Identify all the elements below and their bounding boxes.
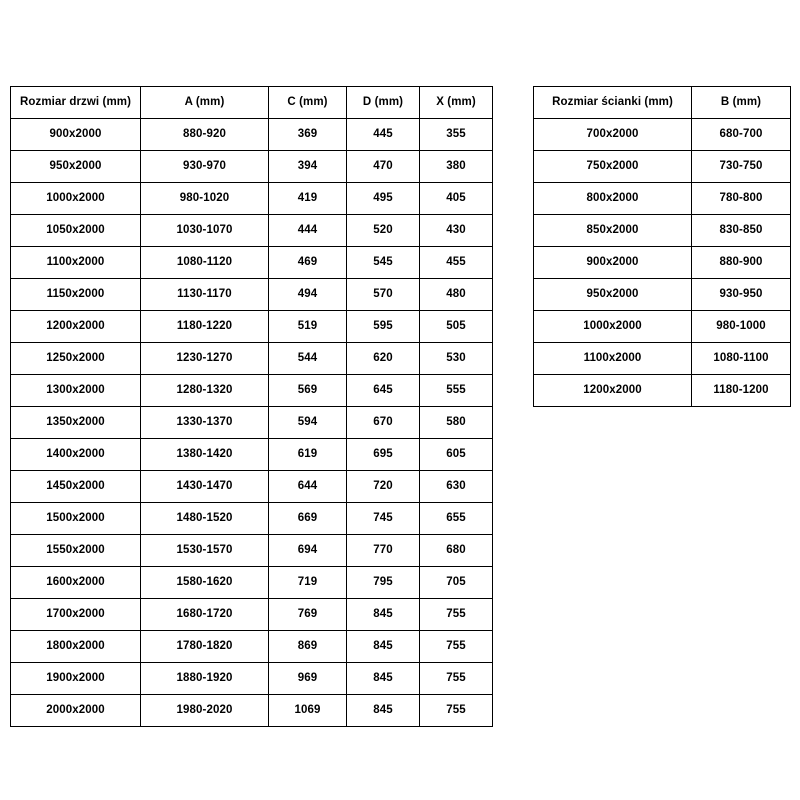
cell-x: 355 <box>420 119 493 151</box>
cell-c: 669 <box>269 503 347 535</box>
cell-a: 1230-1270 <box>141 343 269 375</box>
cell-d: 845 <box>347 599 420 631</box>
cell-door-size: 1300x2000 <box>11 375 141 407</box>
cell-door-size: 1200x2000 <box>11 311 141 343</box>
cell-door-size: 1450x2000 <box>11 471 141 503</box>
cell-d: 645 <box>347 375 420 407</box>
column-header-c: C (mm) <box>269 87 347 119</box>
cell-d: 445 <box>347 119 420 151</box>
cell-x: 480 <box>420 279 493 311</box>
table-row <box>11 247 493 279</box>
cell-d: 795 <box>347 567 420 599</box>
table-row <box>11 439 493 471</box>
table-row <box>11 119 493 151</box>
cell-door-size: 1150x2000 <box>11 279 141 311</box>
cell-d: 745 <box>347 503 420 535</box>
cell-c: 769 <box>269 599 347 631</box>
cell-door-size: 1050x2000 <box>11 215 141 247</box>
cell-d: 520 <box>347 215 420 247</box>
cell-x: 705 <box>420 567 493 599</box>
table-row <box>11 567 493 599</box>
cell-x: 380 <box>420 151 493 183</box>
column-header-d: D (mm) <box>347 87 420 119</box>
table-row <box>11 311 493 343</box>
cell-a: 1030-1070 <box>141 215 269 247</box>
cell-d: 770 <box>347 535 420 567</box>
cell-x: 505 <box>420 311 493 343</box>
doors-table-body <box>11 119 493 727</box>
cell-a: 1330-1370 <box>141 407 269 439</box>
cell-a: 1530-1570 <box>141 535 269 567</box>
cell-b: 1180-1200 <box>692 375 791 407</box>
table-row <box>534 151 791 183</box>
cell-d: 470 <box>347 151 420 183</box>
table-row <box>11 279 493 311</box>
table-row <box>11 535 493 567</box>
cell-x: 755 <box>420 663 493 695</box>
cell-b: 930-950 <box>692 279 791 311</box>
cell-c: 419 <box>269 183 347 215</box>
table-row <box>534 215 791 247</box>
cell-a: 1780-1820 <box>141 631 269 663</box>
cell-door-size: 1350x2000 <box>11 407 141 439</box>
cell-b: 830-850 <box>692 215 791 247</box>
cell-wall-size: 800x2000 <box>534 183 692 215</box>
cell-b: 780-800 <box>692 183 791 215</box>
cell-door-size: 1500x2000 <box>11 503 141 535</box>
table-row <box>534 311 791 343</box>
cell-x: 530 <box>420 343 493 375</box>
table-row <box>11 663 493 695</box>
cell-d: 620 <box>347 343 420 375</box>
cell-x: 755 <box>420 695 493 727</box>
cell-x: 755 <box>420 631 493 663</box>
cell-wall-size: 900x2000 <box>534 247 692 279</box>
cell-wall-size: 1000x2000 <box>534 311 692 343</box>
cell-door-size: 1700x2000 <box>11 599 141 631</box>
walls-table-body <box>534 119 791 407</box>
table-row <box>11 215 493 247</box>
cell-x: 405 <box>420 183 493 215</box>
cell-x: 680 <box>420 535 493 567</box>
table-row <box>11 503 493 535</box>
cell-x: 555 <box>420 375 493 407</box>
table-row <box>534 119 791 151</box>
table-row <box>534 343 791 375</box>
cell-wall-size: 700x2000 <box>534 119 692 151</box>
column-header-wall-size: Rozmiar ścianki (mm) <box>534 87 692 119</box>
cell-a: 1480-1520 <box>141 503 269 535</box>
cell-b: 980-1000 <box>692 311 791 343</box>
table-row <box>11 407 493 439</box>
walls-dimensions-table-container <box>533 86 791 407</box>
cell-c: 644 <box>269 471 347 503</box>
table-row <box>11 343 493 375</box>
cell-c: 469 <box>269 247 347 279</box>
doors-dimensions-table <box>10 86 493 727</box>
cell-c: 1069 <box>269 695 347 727</box>
cell-a: 1080-1120 <box>141 247 269 279</box>
cell-d: 495 <box>347 183 420 215</box>
cell-d: 695 <box>347 439 420 471</box>
cell-x: 580 <box>420 407 493 439</box>
cell-wall-size: 750x2000 <box>534 151 692 183</box>
table-row <box>534 279 791 311</box>
table-header-row <box>534 87 791 119</box>
cell-c: 694 <box>269 535 347 567</box>
doors-dimensions-table-container <box>10 86 493 727</box>
cell-c: 869 <box>269 631 347 663</box>
cell-x: 455 <box>420 247 493 279</box>
cell-a: 1430-1470 <box>141 471 269 503</box>
cell-a: 1380-1420 <box>141 439 269 471</box>
cell-b: 680-700 <box>692 119 791 151</box>
table-row <box>11 695 493 727</box>
cell-a: 1130-1170 <box>141 279 269 311</box>
cell-d: 845 <box>347 663 420 695</box>
table-row <box>534 375 791 407</box>
table-row <box>11 375 493 407</box>
cell-a: 1180-1220 <box>141 311 269 343</box>
cell-door-size: 1600x2000 <box>11 567 141 599</box>
cell-a: 880-920 <box>141 119 269 151</box>
cell-door-size: 950x2000 <box>11 151 141 183</box>
cell-x: 655 <box>420 503 493 535</box>
column-header-x: X (mm) <box>420 87 493 119</box>
walls-dimensions-table <box>533 86 791 407</box>
cell-d: 845 <box>347 695 420 727</box>
column-header-door-size: Rozmiar drzwi (mm) <box>11 87 141 119</box>
cell-a: 930-970 <box>141 151 269 183</box>
cell-door-size: 1800x2000 <box>11 631 141 663</box>
cell-b: 730-750 <box>692 151 791 183</box>
cell-d: 545 <box>347 247 420 279</box>
column-header-a: A (mm) <box>141 87 269 119</box>
cell-c: 969 <box>269 663 347 695</box>
cell-a: 1280-1320 <box>141 375 269 407</box>
cell-c: 719 <box>269 567 347 599</box>
cell-b: 1080-1100 <box>692 343 791 375</box>
cell-door-size: 1550x2000 <box>11 535 141 567</box>
cell-door-size: 900x2000 <box>11 119 141 151</box>
table-row <box>534 183 791 215</box>
cell-wall-size: 1200x2000 <box>534 375 692 407</box>
cell-wall-size: 950x2000 <box>534 279 692 311</box>
cell-c: 544 <box>269 343 347 375</box>
cell-c: 519 <box>269 311 347 343</box>
cell-door-size: 1250x2000 <box>11 343 141 375</box>
cell-x: 605 <box>420 439 493 471</box>
cell-door-size: 1100x2000 <box>11 247 141 279</box>
cell-c: 369 <box>269 119 347 151</box>
table-row <box>11 631 493 663</box>
table-row <box>11 599 493 631</box>
cell-door-size: 1400x2000 <box>11 439 141 471</box>
cell-a: 1680-1720 <box>141 599 269 631</box>
cell-x: 755 <box>420 599 493 631</box>
cell-a: 1880-1920 <box>141 663 269 695</box>
doors-table-header <box>11 87 493 119</box>
column-header-b: B (mm) <box>692 87 791 119</box>
cell-c: 619 <box>269 439 347 471</box>
table-row <box>534 247 791 279</box>
cell-c: 569 <box>269 375 347 407</box>
cell-x: 630 <box>420 471 493 503</box>
walls-table-header <box>534 87 791 119</box>
cell-a: 1580-1620 <box>141 567 269 599</box>
cell-c: 394 <box>269 151 347 183</box>
cell-c: 594 <box>269 407 347 439</box>
cell-d: 595 <box>347 311 420 343</box>
cell-d: 570 <box>347 279 420 311</box>
cell-a: 980-1020 <box>141 183 269 215</box>
cell-b: 880-900 <box>692 247 791 279</box>
table-row <box>11 183 493 215</box>
cell-x: 430 <box>420 215 493 247</box>
table-row <box>11 151 493 183</box>
cell-a: 1980-2020 <box>141 695 269 727</box>
cell-d: 670 <box>347 407 420 439</box>
table-row <box>11 471 493 503</box>
cell-door-size: 1900x2000 <box>11 663 141 695</box>
cell-c: 444 <box>269 215 347 247</box>
cell-d: 845 <box>347 631 420 663</box>
cell-c: 494 <box>269 279 347 311</box>
cell-door-size: 2000x2000 <box>11 695 141 727</box>
cell-wall-size: 1100x2000 <box>534 343 692 375</box>
cell-wall-size: 850x2000 <box>534 215 692 247</box>
cell-d: 720 <box>347 471 420 503</box>
table-header-row <box>11 87 493 119</box>
cell-door-size: 1000x2000 <box>11 183 141 215</box>
